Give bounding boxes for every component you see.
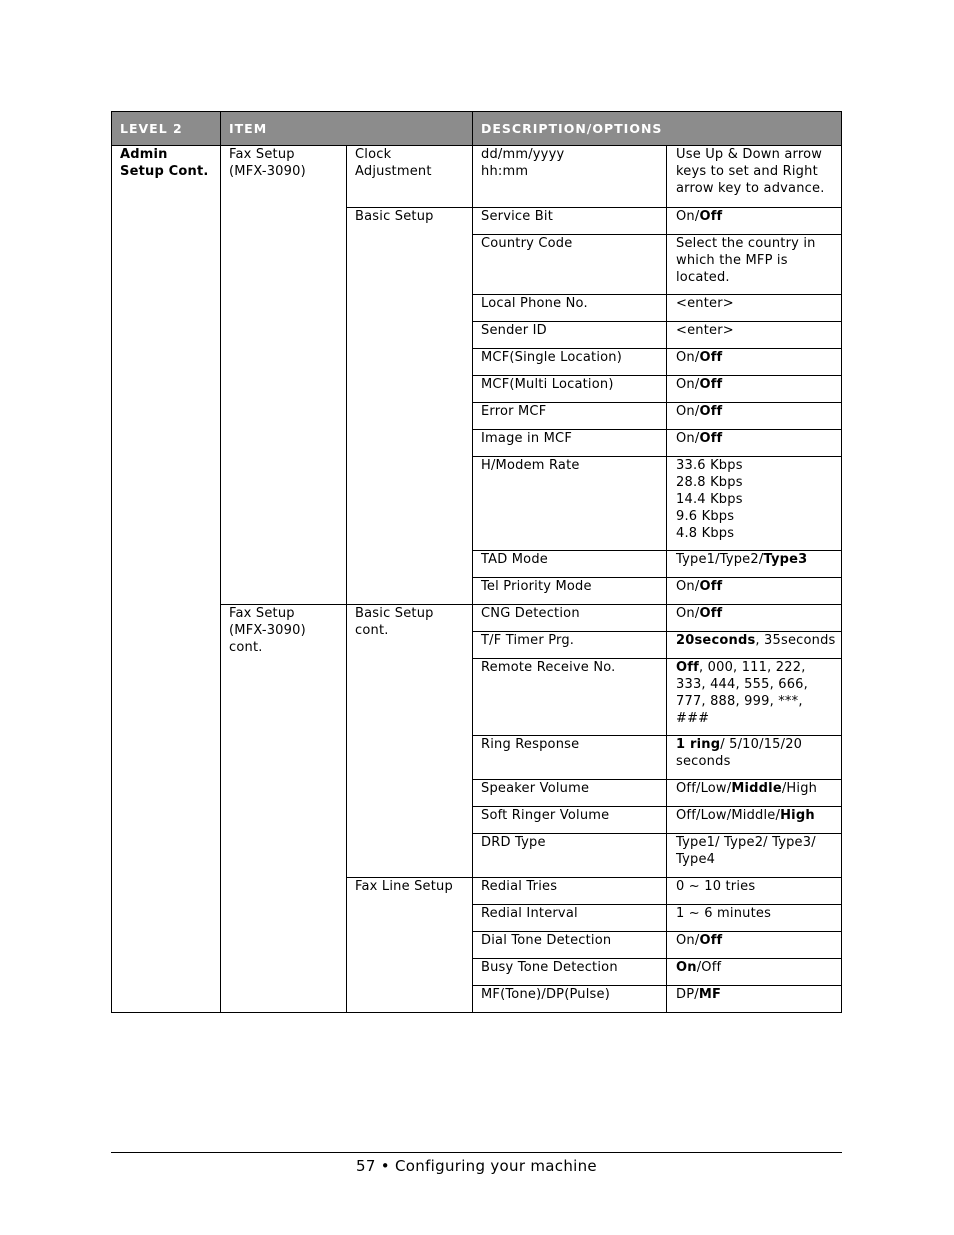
default-option: High [780,808,815,823]
option-text: On/ [676,209,700,224]
options-cell [667,208,842,235]
group-fax-setup-cont: Fax Setup (MFX-3090) cont. [221,605,347,1013]
option-text: On/ [676,579,700,594]
options-cell: 0 ~ 10 tries [667,878,842,905]
option-text: DP/ [676,987,699,1002]
default-option: Middle [731,781,782,796]
header-level2: LEVEL 2 [112,112,221,146]
option-text: Off/Low/ [676,781,732,796]
options-cell [667,605,842,632]
header-description: DESCRIPTION/OPTIONS [473,112,842,146]
option-text: /High [781,781,818,796]
default-option: Type3 [763,552,808,567]
option-text: , 000, 111, 222, 333, 444, 555, 666, 777, 888, 999, ***, ### [676,660,808,726]
options-cell: Use Up & Down arrow keys to set and Right arrow key to advance. [667,146,842,208]
menu-settings-table [111,111,842,1013]
item-cell: Tel Priority Mode [473,578,667,605]
item-cell: Country Code [473,235,667,295]
default-option: On [676,960,697,975]
level2-admin-setup: Admin Setup Cont. [112,146,221,1013]
option-text: On/ [676,933,700,948]
options-cell [667,349,842,376]
default-option: Off [699,209,723,224]
option-text: / 5/10/15/20 seconds [676,737,803,769]
option-text: On/ [676,431,700,446]
options-cell [667,376,842,403]
option-text: , 35seconds [755,633,836,648]
item-cell: MF(Tone)/DP(Pulse) [473,986,667,1013]
item-cell: dd/mm/yyyy hh:mm [473,146,667,208]
options-cell: <enter> [667,295,842,322]
item-cell: Ring Response [473,736,667,780]
options-cell [667,551,842,578]
option-text: On/ [676,606,700,621]
options-cell [667,736,842,780]
table-row [112,146,842,208]
options-cell [667,632,842,659]
page-footer: 57 • Configuring your machine [356,1157,597,1175]
item-cell: MCF(Single Location) [473,349,667,376]
item-cell: Local Phone No. [473,295,667,322]
default-option: Off [699,404,723,419]
item-cell: TAD Mode [473,551,667,578]
default-option: Off [676,660,699,675]
options-cell [667,578,842,605]
options-cell: 1 ~ 6 minutes [667,905,842,932]
item-cell: Dial Tone Detection [473,932,667,959]
default-option: MF [698,987,722,1002]
option-text: On/ [676,377,700,392]
default-option: 1 ring [676,737,721,752]
default-option: 20seconds [676,633,756,648]
header-item: ITEM [221,112,473,146]
options-cell [667,403,842,430]
default-option: Off [699,377,723,392]
option-text: On/ [676,350,700,365]
option-text: Type1/Type2/ [676,552,764,567]
options-cell: Type1/ Type2/ Type3/ Type4 [667,834,842,878]
option-text: Off/Low/Middle/ [676,808,781,823]
footer-divider [111,1152,842,1153]
option-text: On/ [676,404,700,419]
item-cell: MCF(Multi Location) [473,376,667,403]
default-option: Off [699,933,723,948]
options-cell [667,932,842,959]
group-fax-line-setup: Fax Line Setup [347,878,473,1013]
item-cell: Remote Receive No. [473,659,667,736]
item-cell: Speaker Volume [473,780,667,807]
item-cell: Image in MCF [473,430,667,457]
option-text: /Off [696,960,722,975]
options-cell: 33.6 Kbps 28.8 Kbps 14.4 Kbps 9.6 Kbps 4.8 Kbps [667,457,842,551]
item-cell: T/F Timer Prg. [473,632,667,659]
default-option: Off [699,606,723,621]
item-cell: Sender ID [473,322,667,349]
options-cell [667,986,842,1013]
options-cell [667,959,842,986]
options-cell [667,807,842,834]
item-cell: Busy Tone Detection [473,959,667,986]
item-cell: CNG Detection [473,605,667,632]
options-cell: Select the country in which the MFP is located. [667,235,842,295]
table-header-row [112,112,842,146]
default-option: Off [699,431,723,446]
default-option: Off [699,579,723,594]
item-cell: Service Bit [473,208,667,235]
default-option: Off [699,350,723,365]
group-clock-adjustment: Clock Adjustment [347,146,473,208]
item-cell: Redial Interval [473,905,667,932]
options-cell: <enter> [667,322,842,349]
options-cell [667,780,842,807]
table-row [112,605,842,632]
item-cell: Error MCF [473,403,667,430]
item-cell: Soft Ringer Volume [473,807,667,834]
options-cell [667,430,842,457]
group-basic-setup: Basic Setup [347,208,473,605]
options-cell [667,659,842,736]
group-basic-setup-cont: Basic Setup cont. [347,605,473,878]
item-cell: Redial Tries [473,878,667,905]
group-fax-setup: Fax Setup (MFX-3090) [221,146,347,605]
item-cell: H/Modem Rate [473,457,667,551]
item-cell: DRD Type [473,834,667,878]
